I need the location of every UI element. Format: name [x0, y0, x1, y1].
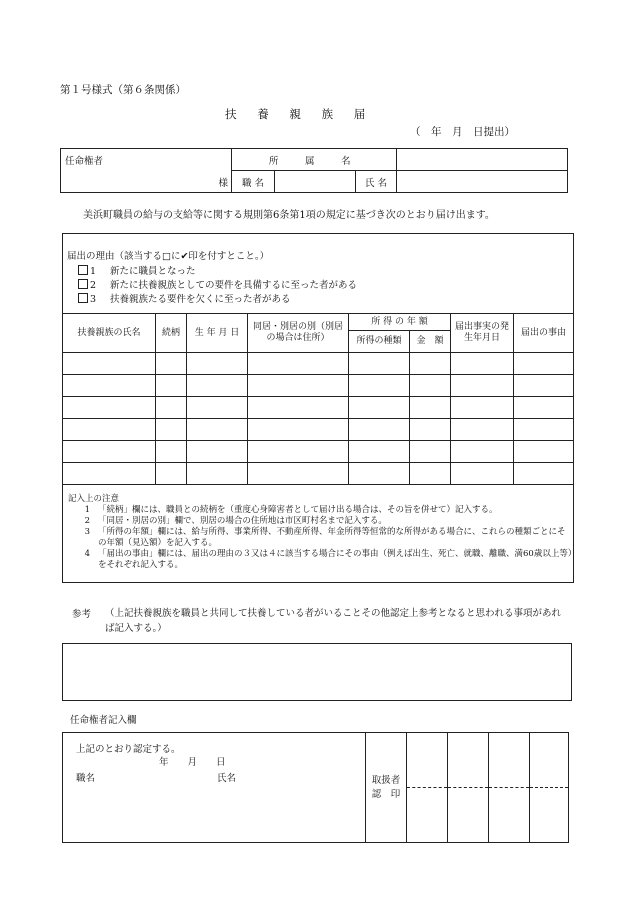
seal-cell[interactable]	[530, 733, 569, 788]
dependents-table	[62, 313, 574, 485]
reason-item-2[interactable]	[78, 277, 357, 291]
certification-date: 年 月 日	[159, 757, 226, 768]
table-row	[63, 463, 574, 485]
handler-seal-label	[366, 733, 407, 843]
reason-num: 3	[90, 294, 97, 305]
table-cell[interactable]	[514, 397, 574, 419]
table-cell[interactable]	[514, 353, 574, 375]
table-cell[interactable]	[63, 463, 156, 485]
table-cell[interactable]	[514, 375, 574, 397]
certifier-position-label: 職名	[76, 773, 96, 784]
table-row	[63, 419, 574, 441]
table-cell[interactable]	[410, 419, 451, 441]
table-cell[interactable]	[156, 463, 187, 485]
form-number-label: 第１号様式（第６条関係）	[60, 84, 186, 96]
table-cell[interactable]	[156, 375, 187, 397]
table-cell[interactable]	[187, 353, 248, 375]
reference-label: 参考	[72, 609, 92, 620]
table-row	[63, 441, 574, 463]
table-cell[interactable]	[349, 441, 410, 463]
seal-cell[interactable]	[407, 788, 448, 843]
note-num: 3	[84, 527, 90, 538]
table-cell[interactable]	[349, 397, 410, 419]
note-text: 「続柄」欄には、職員との続柄を（重度心身障害者として届け出る場合は、その旨を併せて）記入する。	[98, 505, 498, 516]
col-header-name: 扶養親族の氏名	[63, 314, 156, 353]
seal-cell[interactable]	[448, 788, 489, 843]
reference-entry-box[interactable]	[62, 643, 572, 701]
table-cell[interactable]	[514, 441, 574, 463]
honorific-label: 様	[218, 178, 228, 189]
table-cell[interactable]	[451, 375, 514, 397]
name-field[interactable]	[397, 171, 568, 193]
table-cell[interactable]	[248, 397, 349, 419]
appointer-table	[60, 148, 568, 193]
note-text: 「届出の事由」欄には、届出の理由の３又は４に該当する場合にその事由（例えば出生、死亡、就職、離職、満60歳以上等）をそれぞれ記入する。	[98, 549, 573, 571]
certification-table	[62, 732, 569, 843]
note-text: 「同居・別居の別」欄で、別居の場合の住所地は市区町村名まで記入する。	[98, 516, 387, 527]
note-text: 「所得の年額」欄には、給与所得、事業所得、不動産所得、年金所得等恒常的な所得がある場合に、これらの種類ごとにその年額（見込額）を記入する。	[98, 527, 566, 549]
table-row	[63, 375, 574, 397]
table-cell[interactable]	[349, 375, 410, 397]
name-label: 氏 名	[356, 171, 397, 193]
reason-num: 2	[90, 280, 97, 291]
reason-title: 届出の理由（該当する□に✔印を付すとこと。）	[67, 251, 270, 262]
col-header-birth: 生 年 月 日	[187, 314, 248, 353]
col-header-income-amount: 金 額	[410, 331, 451, 353]
table-cell[interactable]	[410, 353, 451, 375]
seal-label: 認 印	[371, 788, 401, 800]
table-row	[63, 353, 574, 375]
submission-date-line: （ 年 月 日提出）	[410, 126, 515, 138]
table-cell[interactable]	[349, 463, 410, 485]
note-item	[68, 527, 573, 549]
note-num: 4	[84, 549, 90, 560]
reason-num: 1	[90, 266, 97, 277]
table-cell[interactable]	[156, 441, 187, 463]
reason-item-1[interactable]	[78, 263, 196, 277]
table-cell[interactable]	[248, 419, 349, 441]
table-cell[interactable]	[451, 463, 514, 485]
reason-text: 新たに扶養親族としての要件を具備するに至った者がある	[110, 280, 358, 291]
table-cell[interactable]	[451, 353, 514, 375]
table-cell[interactable]	[410, 441, 451, 463]
table-cell[interactable]	[248, 375, 349, 397]
table-row	[63, 397, 574, 419]
note-num: 2	[84, 516, 90, 527]
table-cell[interactable]	[248, 441, 349, 463]
reference-text: （上記扶養親族を職員と共同して扶養している者がいることその他認定上参考となると思われる事項があれば記入する。）	[105, 608, 562, 635]
col-header-relation: 続柄	[156, 314, 187, 353]
seal-cell[interactable]	[489, 788, 530, 843]
form-title: 扶養親族届	[225, 107, 386, 121]
appointer-entry-title: 任命権者記入欄	[70, 715, 137, 726]
note-item	[68, 516, 573, 527]
certification-text: 上記のとおり認定する。	[76, 744, 181, 755]
table-cell[interactable]	[451, 397, 514, 419]
table-cell[interactable]	[63, 353, 156, 375]
table-cell[interactable]	[187, 441, 248, 463]
seal-cell[interactable]	[448, 733, 489, 788]
table-cell[interactable]	[514, 463, 574, 485]
certifier-name-label: 氏名	[217, 773, 237, 784]
table-cell[interactable]	[451, 441, 514, 463]
table-cell[interactable]	[349, 353, 410, 375]
table-cell[interactable]	[514, 419, 574, 441]
table-cell[interactable]	[187, 463, 248, 485]
affiliation-label: 所 属 名	[232, 149, 397, 171]
table-cell[interactable]	[248, 463, 349, 485]
table-cell[interactable]	[63, 375, 156, 397]
table-cell[interactable]	[451, 419, 514, 441]
position-field[interactable]	[275, 171, 356, 193]
table-cell[interactable]	[248, 353, 349, 375]
table-cell[interactable]	[156, 419, 187, 441]
note-num: 1	[84, 505, 90, 516]
reason-item-3[interactable]	[78, 291, 291, 305]
table-cell[interactable]	[410, 397, 451, 419]
table-cell[interactable]	[156, 397, 187, 419]
note-item	[68, 505, 573, 516]
table-cell[interactable]	[349, 419, 410, 441]
col-header-residence: 同居・別居の別（別居の場合は住所）	[248, 314, 349, 353]
reason-text: 扶養親族たる要件を欠くに至った者がある	[110, 294, 291, 305]
reason-text: 新たに職員となった	[110, 266, 196, 277]
seal-cell[interactable]	[530, 788, 569, 843]
col-header-reason: 届出の事由	[514, 314, 574, 353]
table-cell[interactable]	[156, 353, 187, 375]
table-cell[interactable]	[187, 375, 248, 397]
note-item	[68, 549, 573, 571]
table-cell[interactable]	[410, 463, 451, 485]
notes-title: 記入上の注意	[68, 494, 120, 504]
table-cell[interactable]	[63, 397, 156, 419]
affiliation-field[interactable]	[397, 149, 568, 171]
certification-cell[interactable]	[63, 733, 366, 843]
table-cell[interactable]	[410, 375, 451, 397]
col-header-fact-date: 届出事実の発生年月日	[451, 314, 514, 353]
checkbox-icon[interactable]	[78, 265, 88, 275]
table-cell[interactable]	[63, 441, 156, 463]
intro-statement: 美浜町職員の給与の支給等に関する規則第6条第1項の規定に基づき次のとおり届け出ます。	[83, 210, 495, 221]
notes-section	[68, 494, 573, 571]
checkbox-icon[interactable]	[78, 293, 88, 303]
table-cell[interactable]	[187, 419, 248, 441]
table-cell[interactable]	[187, 397, 248, 419]
position-label: 職 名	[232, 171, 275, 193]
col-header-income-type: 所得の種類	[349, 331, 410, 353]
handler-label: 取扱者	[371, 775, 401, 787]
appointer-label: 任命権者	[65, 156, 104, 167]
col-header-income: 所 得 の 年 額	[349, 314, 451, 331]
checkbox-icon[interactable]	[78, 279, 88, 289]
appointer-cell	[61, 149, 232, 193]
seal-cell[interactable]	[407, 733, 448, 788]
table-cell[interactable]	[63, 419, 156, 441]
seal-cell[interactable]	[489, 733, 530, 788]
